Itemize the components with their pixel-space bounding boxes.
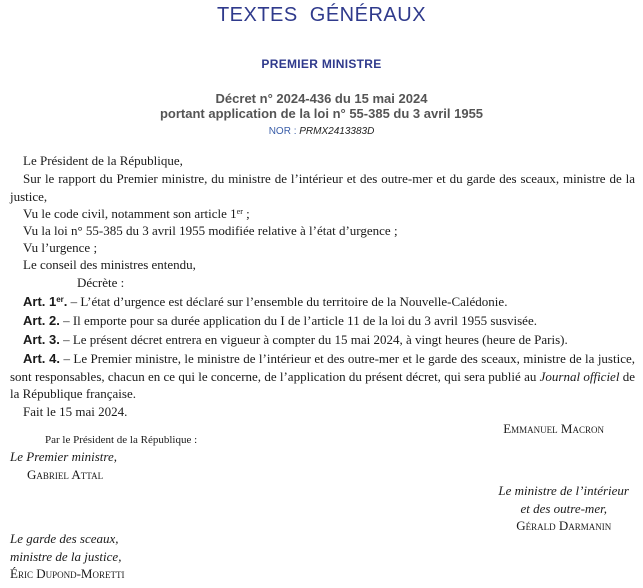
- preamble-vu-urgence: Vu l’urgence ;: [23, 240, 98, 255]
- preamble-president: Le Président de la République,: [23, 153, 183, 168]
- article-label: Art. 3.: [23, 332, 60, 347]
- article-label: Art. 4.: [23, 351, 61, 366]
- interior-name: Gérald Darmanin: [516, 518, 612, 533]
- signature-interior-minister: [498, 482, 629, 535]
- article-3: Art. 3. – Le présent décret entrera en vigueur à compter du 15 mai 2024, à vingt heures (heure de Paris).: [23, 332, 568, 347]
- signature-prime-minister: [10, 448, 117, 483]
- justice-title-2: ministre de la justice,: [10, 548, 122, 564]
- nor-value: PRMX2413383D: [299, 126, 375, 137]
- preamble-rapport: Sur le rapport du Premier ministre, du ministre de l’intérieur et des outre-mer et du garde des sceaux, ministre de la justice,: [10, 171, 635, 204]
- decrete-label: Décrète :: [77, 275, 125, 290]
- preamble-conseil: Le conseil des ministres entendu,: [23, 257, 196, 272]
- par-le-president: Par le Président de la République :: [45, 434, 198, 446]
- justice-name: Éric Dupond-Moretti: [10, 566, 125, 581]
- pm-name: Gabriel Attal: [27, 466, 104, 482]
- nor-label: NOR :: [268, 126, 297, 137]
- article-label: Art. 2.: [23, 313, 60, 328]
- article-label: Art. 1er.: [23, 294, 68, 309]
- decree-title-line1: Décret n° 2024-436 du 15 mai 2024: [215, 91, 428, 106]
- pm-title: Le Premier ministre,: [10, 449, 117, 464]
- signature-president: Emmanuel Macron: [503, 421, 604, 436]
- interior-title-2: et des outre-mer,: [520, 500, 607, 516]
- article-1: Art. 1er. – L’état d’urgence est déclaré sur l’ensemble du territoire de la Nouvelle-Calédonie.: [23, 294, 508, 309]
- section-title: TEXTES GÉNÉRAUX: [216, 4, 427, 26]
- justice-title-1: Le garde des sceaux,: [10, 531, 119, 546]
- preamble-vu-code-civil: Vu le code civil, notamment son article 1er ;: [23, 206, 250, 221]
- fait-date: Fait le 15 mai 2024.: [23, 404, 128, 419]
- nor-reference: [0, 126, 643, 137]
- signature-justice-minister: [10, 530, 124, 583]
- decree-title: [0, 91, 643, 121]
- interior-title-1: Le ministre de l’intérieur: [498, 483, 629, 498]
- decree-title-line2: portant application de la loi n° 55-385 du 3 avril 1955: [159, 106, 484, 121]
- ministry-heading: PREMIER MINISTRE: [261, 57, 382, 71]
- article-2: Art. 2. – Il emporte pour sa durée application du I de l’article 11 de la loi du 3 avril 1955 susvisée.: [23, 313, 537, 328]
- article-4: Art. 4. – Le Premier ministre, le ministre de l’intérieur et des outre-mer et le garde des sceaux, ministre de la justice, sont responsables, chacun en ce qui le concerne, de l’application du présent décret, qui sera publié au Journal officiel de la République française.: [10, 351, 636, 401]
- preamble-vu-loi: Vu la loi n° 55-385 du 3 avril 1955 modifiée relative à l’état d’urgence ;: [23, 223, 398, 238]
